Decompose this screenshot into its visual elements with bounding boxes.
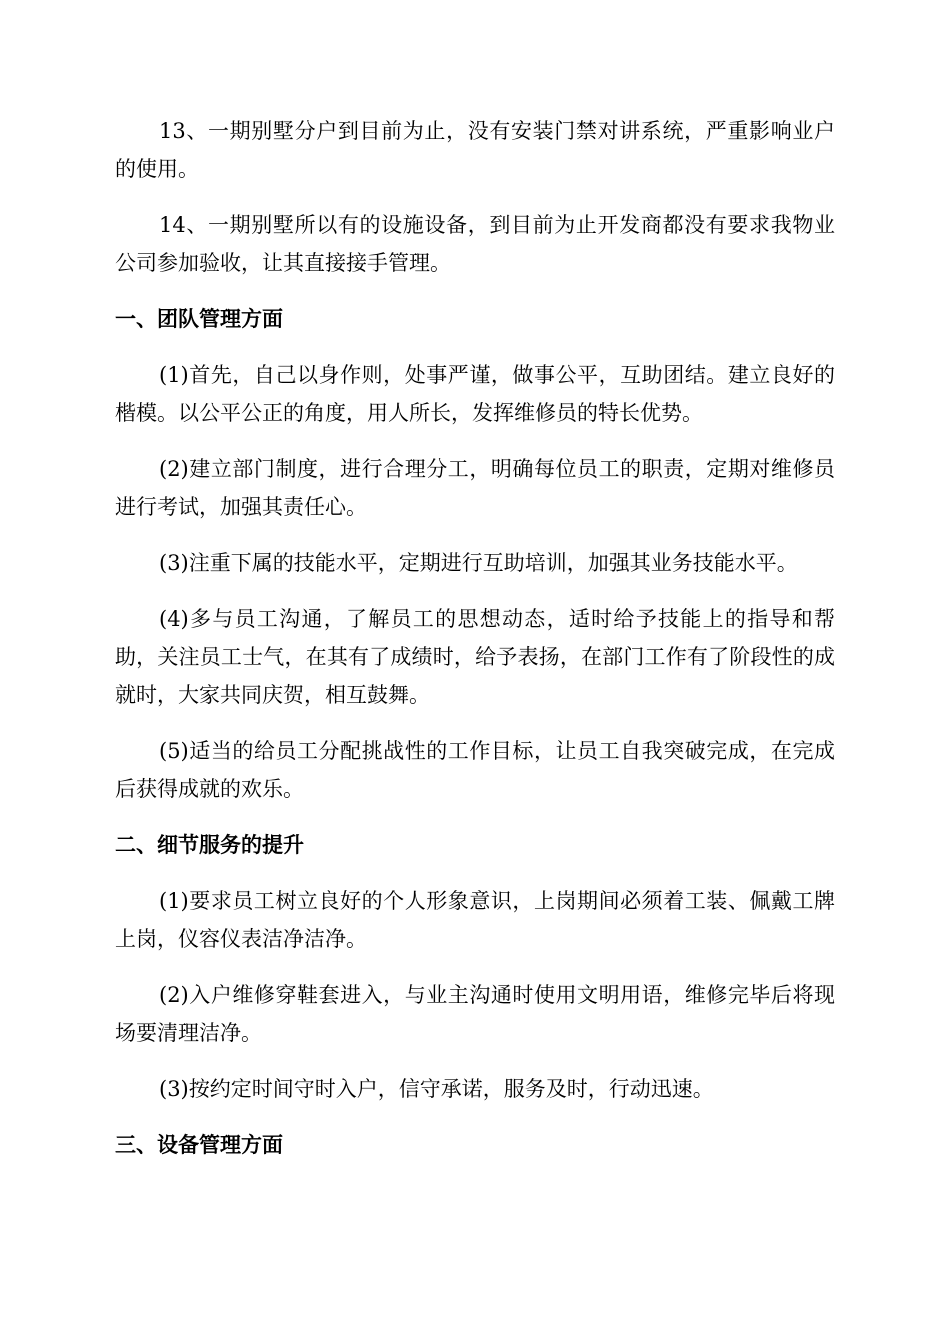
section-heading-team-management: 一、团队管理方面 — [115, 307, 283, 331]
paragraph-13: 13、一期别墅分户到目前为止，没有安装门禁对讲系统，严重影响业户的使用。 — [115, 119, 835, 181]
section-heading-service-details: 二、细节服务的提升 — [115, 833, 304, 857]
service-item-1: (1)要求员工树立良好的个人形象意识，上岗期间必须着工装、佩戴工牌上岗，仪容仪表洁净洁净。 — [115, 889, 835, 951]
service-item-3: (3)按约定时间守时入户，信守承诺，服务及时，行动迅速。 — [159, 1077, 714, 1101]
section-heading-equipment-management: 三、设备管理方面 — [115, 1133, 283, 1157]
team-item-2: (2)建立部门制度，进行合理分工，明确每位员工的职责，定期对维修员进行考试，加强其责任心。 — [115, 457, 835, 519]
document-body — [115, 112, 835, 1182]
paragraph-14: 14、一期别墅所以有的设施设备，到目前为止开发商都没有要求我物业公司参加验收，让其直接接手管理。 — [115, 213, 835, 275]
team-item-5: (5)适当的给员工分配挑战性的工作目标，让员工自我突破完成，在完成后获得成就的欢乐。 — [115, 739, 835, 801]
team-item-3: (3)注重下属的技能水平，定期进行互助培训，加强其业务技能水平。 — [159, 551, 798, 575]
team-item-4: (4)多与员工沟通，了解员工的思想动态，适时给予技能上的指导和帮助，关注员工士气，在其有了成绩时，给予表扬，在部门工作有了阶段性的成就时，大家共同庆贺，相互鼓舞。 — [115, 607, 835, 707]
team-item-1: (1)首先，自己以身作则，处事严谨，做事公平，互助团结。建立良好的楷模。以公平公正的角度，用人所长，发挥维修员的特长优势。 — [115, 363, 835, 425]
service-item-2: (2)入户维修穿鞋套进入，与业主沟通时使用文明用语，维修完毕后将现场要清理洁净。 — [115, 983, 835, 1045]
